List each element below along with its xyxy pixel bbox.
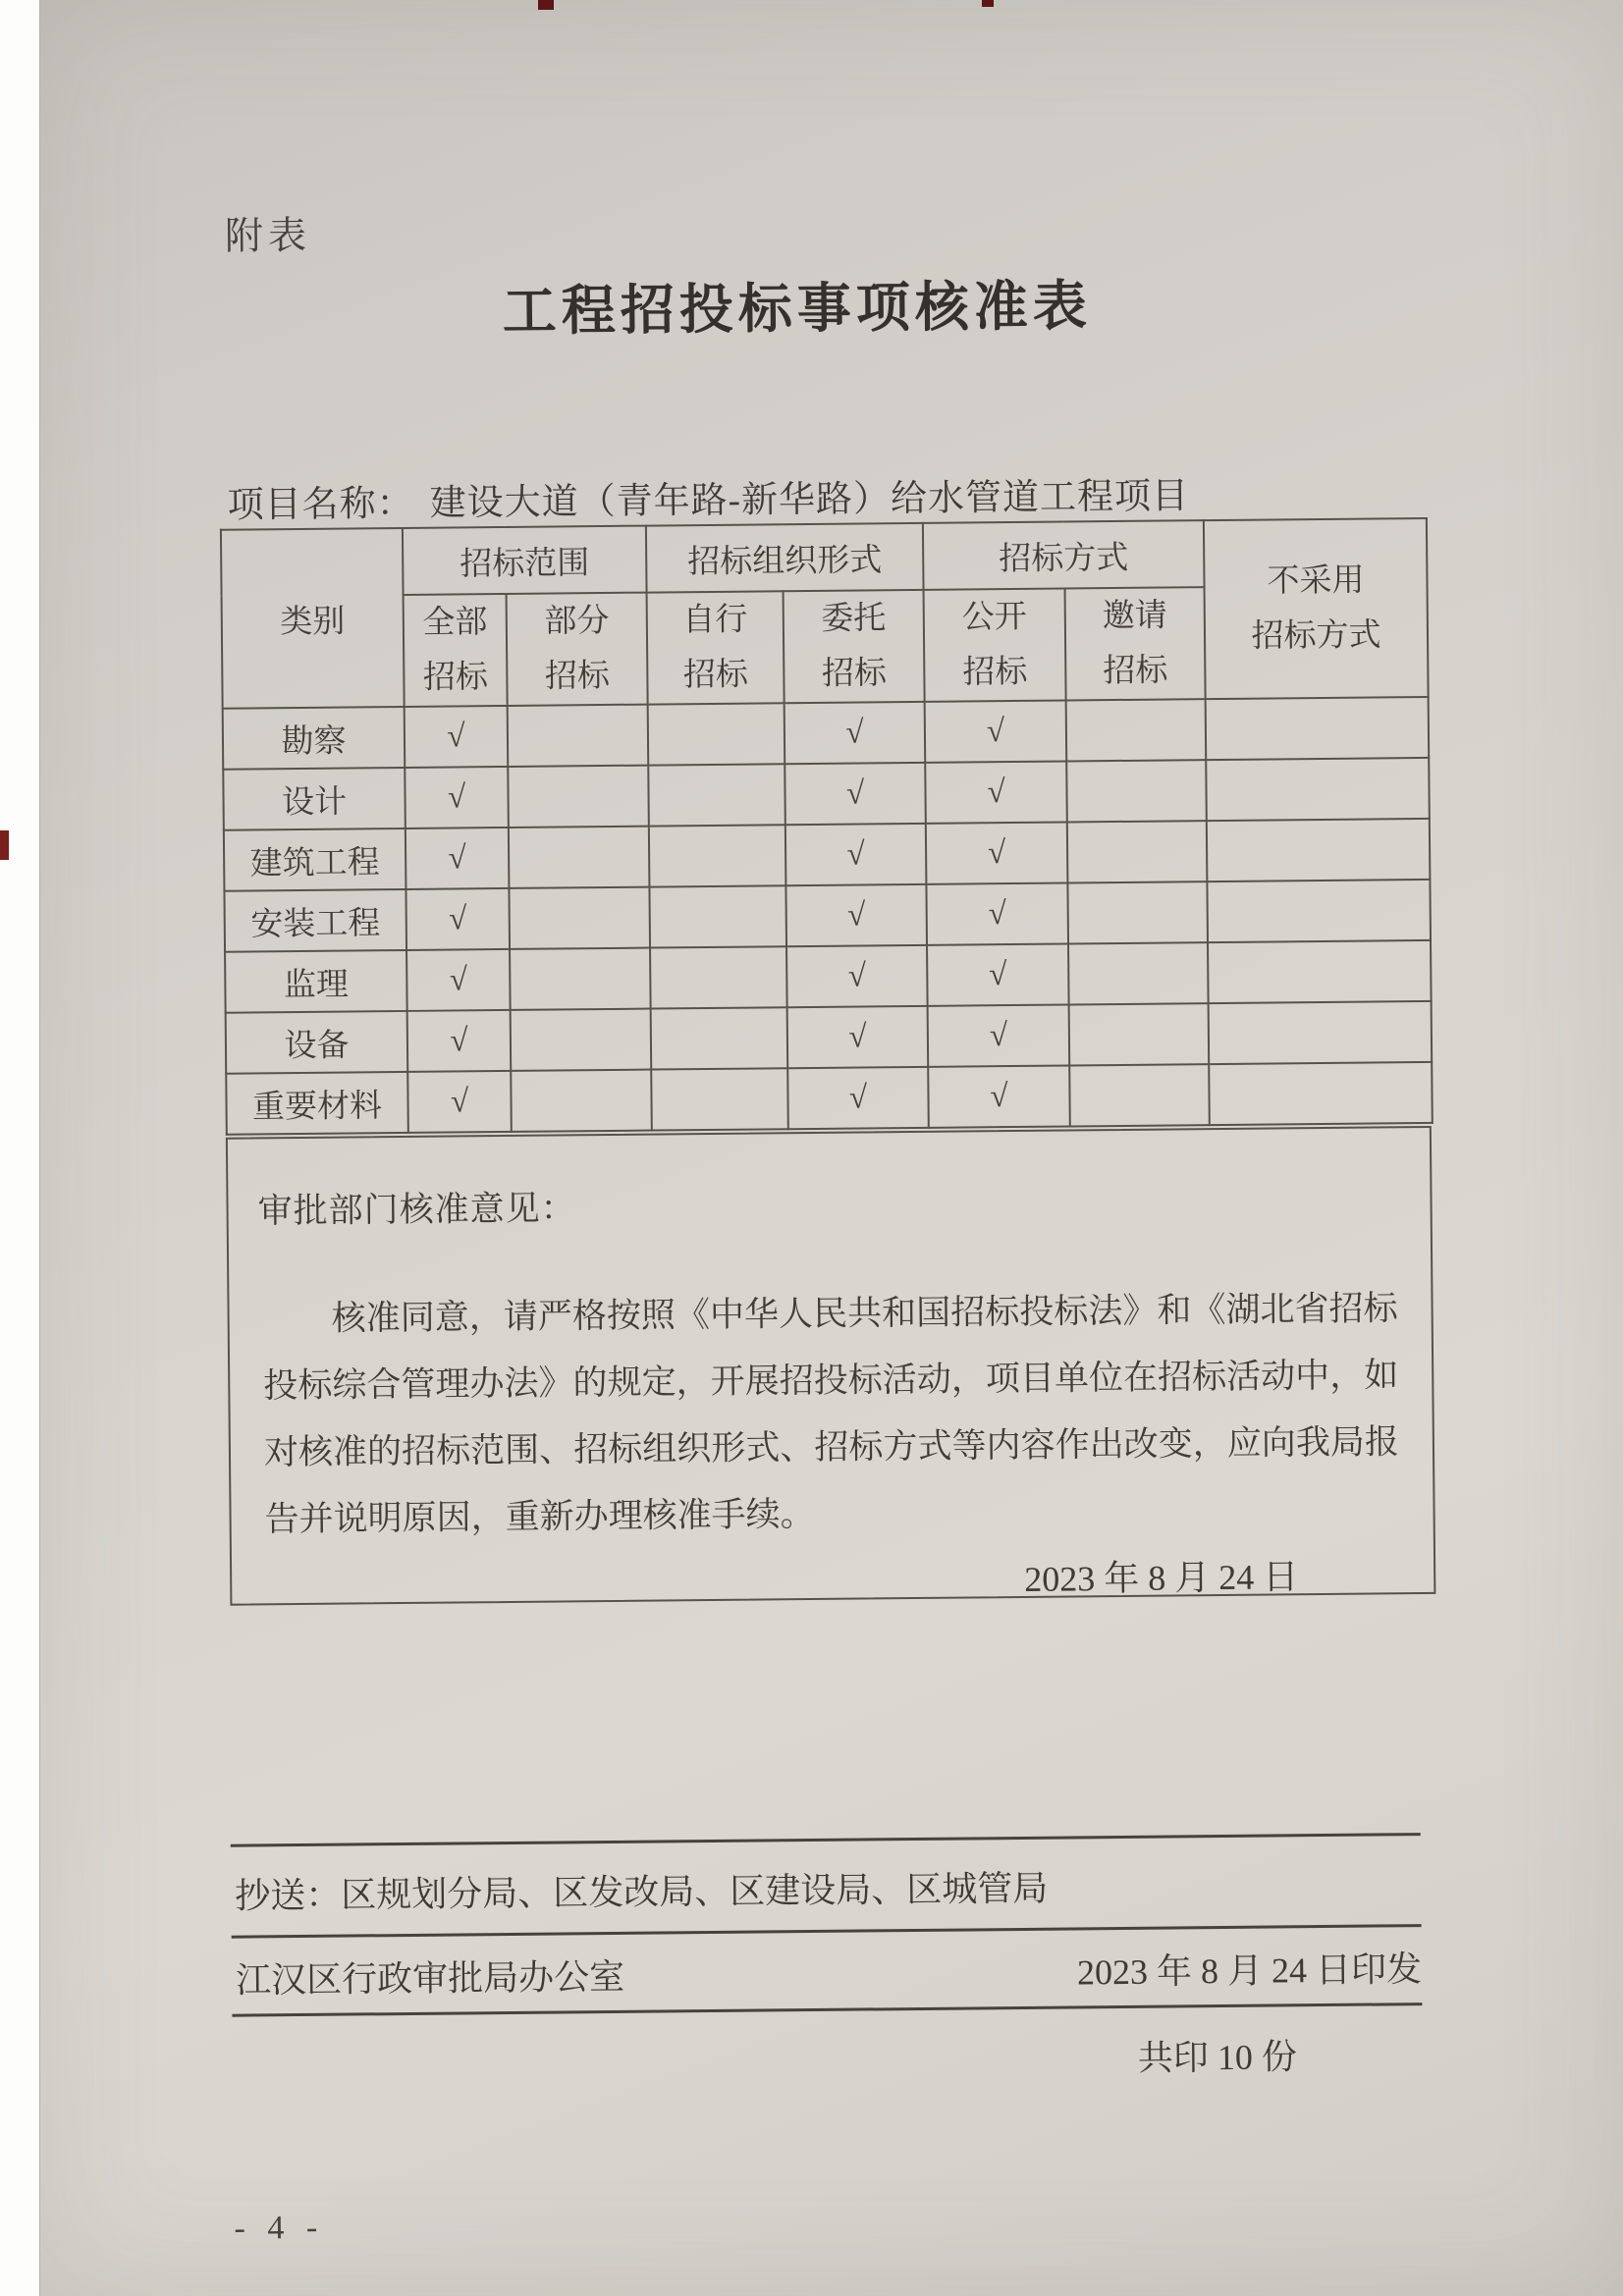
check-cell: √ <box>784 763 926 825</box>
approval-opinion-body: 核准同意，请严格按照《中华人民共和国招标投标法》和《湖北省招标投标综合管理办法》的规定，开展招投标活动，项目单位在招标活动中，如对核准的招标范围、招标组织形式、招标方式等内容作出改变，应向我局报告并说明原因，重新办理核准手续。 <box>263 1289 1400 1539</box>
header-bid-scope: 招标范围 <box>403 526 647 595</box>
check-cell: √ <box>926 883 1068 945</box>
table-row-supervision <box>225 940 1432 1013</box>
table-row-survey <box>223 697 1430 770</box>
header-self-bid: 自行 招标 <box>647 591 784 705</box>
check-cell <box>508 705 649 767</box>
check-cell: √ <box>787 1067 929 1129</box>
bidding-approval-table <box>220 517 1434 1136</box>
check-cell <box>648 764 785 826</box>
row-category: 安装工程 <box>224 889 406 952</box>
check-cell <box>1209 1001 1433 1064</box>
check-cell: √ <box>406 888 510 950</box>
table-row-design <box>223 758 1430 830</box>
check-cell: √ <box>407 1071 512 1133</box>
check-cell <box>649 825 786 886</box>
table-row-equipment <box>226 1001 1433 1074</box>
project-name-label: 项目名称： <box>227 483 414 526</box>
row-category: 设备 <box>226 1011 408 1074</box>
cc-line: 抄送：区规划分局、区发改局、区建设局、区城管局 <box>235 1868 1049 1916</box>
row-category: 建筑工程 <box>224 828 406 891</box>
check-cell <box>651 1007 788 1069</box>
check-cell: √ <box>785 884 927 946</box>
check-cell <box>648 703 785 765</box>
check-cell: √ <box>927 944 1069 1006</box>
print-copies: 共印 10 份 <box>1137 2037 1298 2078</box>
table-header-group-row <box>221 518 1428 597</box>
row-category: 勘察 <box>223 707 406 770</box>
check-cell: √ <box>407 1010 512 1072</box>
check-cell <box>1207 880 1431 942</box>
check-cell: √ <box>405 706 509 768</box>
header-no-bidding: 不采用 招标方式 <box>1204 518 1429 699</box>
check-cell: √ <box>925 762 1067 824</box>
check-cell <box>1069 1064 1210 1126</box>
header-bid-organization: 招标组织形式 <box>646 523 924 593</box>
check-cell <box>1207 819 1431 881</box>
check-cell <box>651 1068 788 1130</box>
check-cell <box>1208 940 1432 1003</box>
table-row-construction <box>224 819 1431 891</box>
header-open-bid: 公开 招标 <box>924 588 1066 702</box>
check-cell <box>1069 1003 1210 1065</box>
check-cell: √ <box>928 1066 1070 1128</box>
check-cell: √ <box>786 945 928 1007</box>
check-cell <box>1066 760 1207 822</box>
row-category: 监理 <box>225 950 407 1013</box>
header-full-bid: 全部 招标 <box>404 594 508 707</box>
approval-date: 2023 年 8 月 24 日 <box>1024 1557 1299 1599</box>
check-cell <box>1068 942 1209 1004</box>
check-cell: √ <box>406 949 511 1011</box>
check-cell <box>1209 1062 1433 1125</box>
issuer-row <box>236 1942 1422 2003</box>
attachment-label: 附表 <box>224 214 312 258</box>
header-entrusted-bid: 委托 招标 <box>784 590 925 704</box>
page-number: - 4 - <box>234 2209 325 2247</box>
issue-date: 2023 年 8 月 24 日印发 <box>1076 1949 1423 1993</box>
check-cell <box>510 948 651 1010</box>
project-name-line <box>227 465 1189 527</box>
check-cell <box>650 946 787 1008</box>
check-cell <box>1206 697 1430 760</box>
page-title: 工程招投标事项核准表 <box>502 276 1093 342</box>
row-category: 重要材料 <box>226 1072 408 1135</box>
header-bid-method: 招标方式 <box>923 520 1205 590</box>
header-category: 类别 <box>221 528 405 709</box>
check-cell: √ <box>406 828 510 889</box>
table-row-key-materials <box>226 1062 1433 1135</box>
check-cell <box>1067 881 1208 943</box>
check-cell: √ <box>928 1005 1070 1067</box>
check-cell <box>508 766 649 828</box>
check-cell <box>511 1009 652 1071</box>
issuer-office: 江汉区行政审批局办公室 <box>235 1956 625 2001</box>
check-cell <box>509 887 650 949</box>
header-invited-bid: 邀请 招标 <box>1065 587 1206 701</box>
footer-divider-middle <box>232 1924 1422 1939</box>
check-cell <box>1067 821 1208 882</box>
approval-opinion-label: 审批部门核准意见： <box>257 1189 576 1231</box>
table-row-installation <box>224 880 1431 952</box>
check-cell: √ <box>787 1006 929 1068</box>
check-cell: √ <box>784 702 926 764</box>
row-category: 设计 <box>223 768 406 830</box>
check-cell <box>511 1070 652 1132</box>
check-cell <box>1066 699 1207 761</box>
header-partial-bid: 部分 招标 <box>507 593 648 707</box>
check-cell <box>649 885 786 947</box>
check-cell: √ <box>925 701 1067 763</box>
check-cell <box>1206 758 1430 821</box>
check-cell: √ <box>785 824 927 885</box>
check-cell: √ <box>926 823 1068 884</box>
project-name-value: 建设大道（青年路-新华路）给水管道工程项目 <box>429 476 1190 524</box>
footer-divider-top <box>231 1833 1421 1847</box>
check-cell <box>509 827 650 888</box>
approval-opinion-box <box>226 1126 1436 1606</box>
footer-divider-bottom <box>232 2002 1422 2017</box>
check-cell: √ <box>405 767 509 828</box>
